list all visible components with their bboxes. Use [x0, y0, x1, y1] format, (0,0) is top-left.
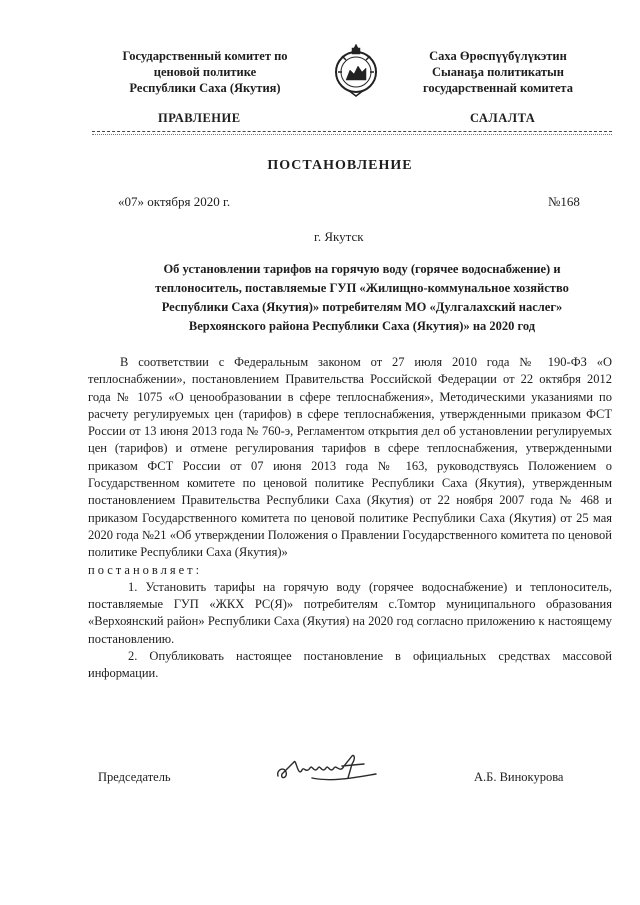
subject-line: теплоноситель, поставляемые ГУП «Жилищно-коммунальное хозяйство [155, 281, 569, 295]
republic-emblem-icon [332, 42, 380, 98]
signatory-position: Председатель [98, 770, 171, 784]
board-label-ru: ПРАВЛЕНИЕ [158, 111, 241, 125]
handwritten-signature [272, 748, 384, 788]
header-divider-secondary [92, 134, 612, 135]
decree-item-2: 2. Опубликовать настоящее постановление в официальных средствах массовой информации. [88, 649, 612, 681]
signatory-name: А.Б. Винокурова [474, 770, 564, 784]
header-left-block [100, 48, 310, 96]
decree-item-1: 1. Установить тарифы на горячую воду (горячее водоснабжение) и теплоноситель, поставляемые ГУП «ЖКХ РС(Я)» потребителям с.Томтор муниципального образования «Верхоянский район» Республики Саха (Якутия) на 2020 год согласно приложению к настоящему постановлению. [88, 579, 612, 646]
subject-line: Об установлении тарифов на горячую воду (горячее водоснабжение) и [163, 262, 561, 276]
decree-word: постановляет: [88, 562, 203, 577]
header-right-line: Сыанаҕа политикатын [432, 65, 564, 79]
document-date: «07» октября 2020 г. [118, 194, 231, 209]
subject-line: Республики Саха (Якутия)» потребителям МО «Дулгалахский наслег» [161, 300, 563, 314]
document-city: г. Якутск [314, 229, 364, 244]
header-right-line: Саха Өрөспүүбүлүкэтин [429, 49, 567, 63]
subject-line: Верхоянского района Республики Саха (Якутия)» на 2020 год [188, 319, 536, 333]
header-left-line: Государственный комитет по [122, 49, 288, 63]
header-left-line: ценовой политике [153, 65, 257, 79]
preamble-paragraph: В соответствии с Федеральным законом от 27 июля 2010 года № 190-ФЗ «О теплоснабжении», постановлением Правительства Российской Федерации от 22 октября 2012 года № 1075 «О ценообразовании в сфере теплоснабжения», Методическими указаниями по расчету регулируемых цен (тарифов) в сфере теплоснабжения, утвержденными приказом ФСТ России от 13 июня 2013 года № 760-э, Регламентом открытия дел об установлении регулируемых цен (тарифов) и отмене регулирования тарифов в сфере теплоснабжения, утвержденными приказом ФСТ России от 07 июня 2013 года № 163, руководствуясь Положением о Государственном комитете по ценовой политике Республики Саха (Якутия), утвержденным постановлением Правительства Республики Саха (Якутия) от 22 ноября 2007 года № 468 и приказом Государственного комитета по ценовой политике Республики Саха (Якутия) от 25 мая 2020 года №21 «Об утверждении Положения о Правлении Государственного комитета по ценовой политике Республики Саха (Якутия)» [88, 355, 612, 560]
document-body [88, 354, 612, 683]
header-right-block [398, 48, 598, 96]
header-right-line: государственнай комитета [423, 81, 573, 95]
document-number: №168 [548, 194, 580, 209]
board-label-sakha: САЛАЛТА [470, 111, 536, 125]
header-left-line: Республики Саха (Якутия) [129, 81, 281, 95]
document-title: ПОСТАНОВЛЕНИЕ [267, 158, 413, 173]
document-subject [112, 260, 612, 336]
header-divider [92, 131, 612, 132]
